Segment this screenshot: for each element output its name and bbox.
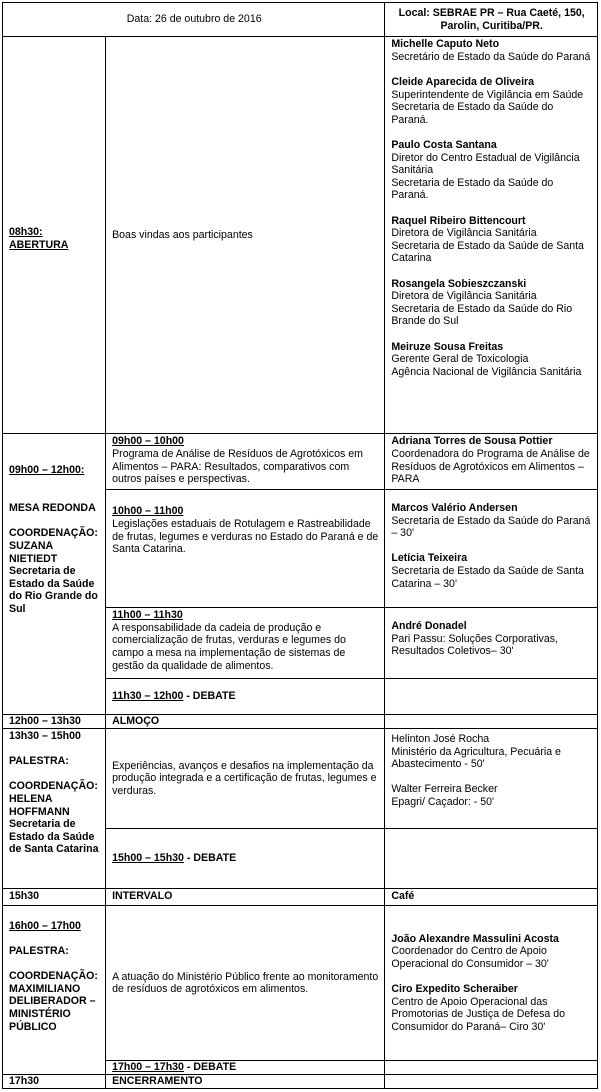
session-text: Legislações estaduais de Rotulagem e Rastreabilidade de frutas, legumes e verduras no Estado do Paraná e de Santa Catarina. — [112, 518, 379, 556]
lecture1-speakers — [385, 729, 598, 829]
speaker-info: Ministério da Agricultura, Pecuária e Abastecimento - 50' — [391, 745, 561, 771]
debate-time: 11h30 – 12h00 — [112, 690, 184, 703]
opening-activity: Boas vindas aos participantes — [106, 37, 385, 434]
speaker-role: Diretora de Vigilância Sanitária — [391, 227, 537, 240]
debate-time: 17h00 – 17h30 — [112, 1061, 184, 1074]
closing-label: ENCERRAMENTO — [106, 1075, 385, 1089]
session-text: Programa de Análise de Resíduos de Agrotóxicos em Alimentos – PARA: Resultados, comparativos com outros países e perspectivas. — [112, 448, 363, 486]
speaker-block — [391, 278, 592, 328]
lecture1-coordination: COORDENAÇÃO: HELENA HOFFMANN Secretaria de Estado da Saúde de Santa Catarina — [9, 780, 99, 856]
roundtable-coordination: COORDENAÇÃO: SUZANA NIETIEDT Secretaria de Estado da Saúde do Rio Grande do Sul — [9, 527, 98, 615]
speaker-block — [391, 215, 592, 265]
break-note: Café — [385, 888, 598, 905]
lecture1-text: Experiências, avanços e desafios na implementação da produção integrada e a certificação de frutas, legumes e verduras. — [106, 729, 385, 829]
session-text: A responsabilidade da cadeia de produção e comercialização de frutas, verduras e legumes do campo a mesa na implementação de sistemas de gestão da qualidade de alimentos. — [112, 621, 346, 672]
speaker-org: Secretaria de Estado da Saúde do Rio Brande do Sul — [391, 302, 573, 328]
lunch-label: ALMOÇO — [106, 715, 385, 729]
lecture1-info-cell — [3, 729, 106, 889]
speaker-info: Secretaria de Estado da Saúde de Santa Catarina – 30' — [391, 564, 584, 590]
debate-label: - DEBATE — [183, 852, 237, 865]
speaker-name: Ciro Expedito Scheraiber — [391, 983, 518, 996]
speaker-block — [391, 76, 592, 126]
lecture2-row — [3, 905, 598, 1061]
session-cell — [106, 490, 385, 608]
roundtable-info-cell — [3, 434, 106, 715]
opening-title: ABERTURA — [9, 238, 69, 251]
speaker-name: Helinton José Rocha — [391, 733, 490, 746]
speaker-name: Letícia Teixeira — [391, 552, 468, 565]
speaker-name: Paulo Costa Santana — [391, 139, 497, 152]
speaker-info: Centro de Apoio Operacional das Promotorias de Justiça de Defesa do Consumidor do Paraná– Ciro 30' — [391, 995, 566, 1033]
speaker-name: Michelle Caputo Neto — [391, 38, 500, 51]
session-speaker-cell — [385, 490, 598, 608]
speaker-info: Secretaria de Estado da Saúde do Paraná – 30' — [391, 514, 591, 540]
lecture2-coordination: COORDENAÇÃO: MAXIMILIANO DELIBERADOR – MINISTÉRIO PÚBLICO — [9, 970, 98, 1033]
speaker-info: Pari Passu: Soluções Corporativas, Resultados Coletivos– 30' — [391, 632, 558, 658]
schedule-table — [2, 2, 598, 1089]
debate-label: - DEBATE — [183, 1061, 237, 1074]
date-cell: Data: 26 de outubro de 2016 — [3, 3, 385, 37]
opening-speakers — [385, 37, 598, 434]
session-speaker-cell — [385, 608, 598, 679]
speaker-block — [391, 38, 592, 63]
speaker-name: Raquel Ribeiro Bittencourt — [391, 214, 526, 227]
speaker-role: Diretor do Centro Estadual de Vigilância Sanitária — [391, 151, 580, 177]
lecture1-time: 13h30 – 15h00 — [9, 730, 81, 743]
lecture2-text: A atuação do Ministério Público frente ao monitoramento de resíduos de agrotóxicos em alimentos. — [106, 905, 385, 1061]
location-cell: Local: SEBRAE PR – Rua Caeté, 150, Parolin, Curitiba/PR. — [385, 3, 598, 37]
session-speaker-cell — [385, 434, 598, 490]
speaker-name: André Donadel — [391, 620, 467, 633]
opening-time-cell — [3, 37, 106, 434]
empty-cell — [385, 829, 598, 889]
break-label: INTERVALO — [106, 888, 385, 905]
speaker-block — [391, 139, 592, 202]
header-row — [3, 3, 598, 37]
opening-time: 08h30: — [9, 226, 43, 239]
speaker-org: Secretaria de Estado da Saúde do Paraná. — [391, 101, 554, 126]
speaker-name: Meiruze Sousa Freitas — [391, 340, 504, 353]
debate-time: 15h00 – 15h30 — [112, 852, 184, 865]
empty-cell — [385, 1075, 598, 1089]
speaker-org: Secretaria de Estado da Saúde de Santa Catarina — [391, 239, 584, 265]
speaker-name: Marcos Valério Andersen — [391, 502, 518, 514]
speaker-info: Coordenador do Centro de Apoio Operacional do Consumidor – 30' — [391, 945, 549, 970]
speaker-name: Adriana Torres de Sousa Pottier — [391, 435, 553, 448]
lecture2-speakers — [385, 905, 598, 1061]
lecture2-title: PALESTRA: — [9, 945, 69, 958]
closing-row — [3, 1075, 598, 1089]
speaker-block — [391, 341, 592, 379]
speaker-role: Gerente Geral de Toxicologia — [391, 353, 529, 366]
opening-row — [3, 37, 598, 434]
lecture2-info-cell — [3, 905, 106, 1074]
speaker-info: Coordenadora do Programa de Análise de Resíduos de Agrotóxicos em Alimentos – PARA — [391, 448, 590, 486]
break-time: 15h30 — [3, 888, 106, 905]
roundtable-row-1 — [3, 434, 598, 490]
speaker-name: João Alexandre Massulini Acosta — [391, 932, 559, 945]
speaker-name: Walter Ferreira Becker — [391, 783, 498, 796]
speaker-role: Superintendente de Vigilância em Saúde — [391, 88, 584, 101]
speaker-org: Agência Nacional de Vigilância Sanitária — [391, 365, 582, 378]
speaker-org: Secretaria de Estado da Saúde do Paraná. — [391, 176, 554, 202]
lecture1-row — [3, 729, 598, 829]
lunch-row — [3, 715, 598, 729]
empty-cell — [385, 715, 598, 729]
session-cell — [106, 434, 385, 490]
session-time: 09h00 – 10h00 — [112, 435, 184, 448]
debate-cell — [106, 829, 385, 889]
break-row — [3, 888, 598, 905]
speaker-role: Diretora de Vigilância Sanitária — [391, 290, 537, 303]
empty-cell — [385, 678, 598, 714]
session-time: 10h00 – 11h00 — [112, 505, 184, 518]
closing-time: 17h30 — [3, 1075, 106, 1089]
speaker-role: Secretário de Estado da Saúde do Paraná — [391, 50, 591, 63]
session-time: 11h00 – 11h30 — [112, 609, 183, 622]
speaker-name: Rosangela Sobieszczanski — [391, 277, 527, 290]
lecture1-title: PALESTRA: — [9, 755, 69, 768]
roundtable-time: 09h00 – 12h00: — [9, 464, 85, 477]
lecture2-time: 16h00 – 17h00 — [9, 919, 81, 932]
speaker-name: Cleide Aparecida de Oliveira — [391, 76, 535, 89]
debate-cell — [106, 1061, 385, 1075]
debate-cell — [106, 678, 385, 714]
empty-cell — [385, 1061, 598, 1075]
speaker-info: Epagri/ Caçador: - 50' — [391, 796, 495, 809]
lunch-time: 12h00 – 13h30 — [3, 715, 106, 729]
debate-label: - DEBATE — [183, 690, 236, 703]
roundtable-title: MESA REDONDA — [9, 502, 96, 515]
session-cell — [106, 608, 385, 679]
